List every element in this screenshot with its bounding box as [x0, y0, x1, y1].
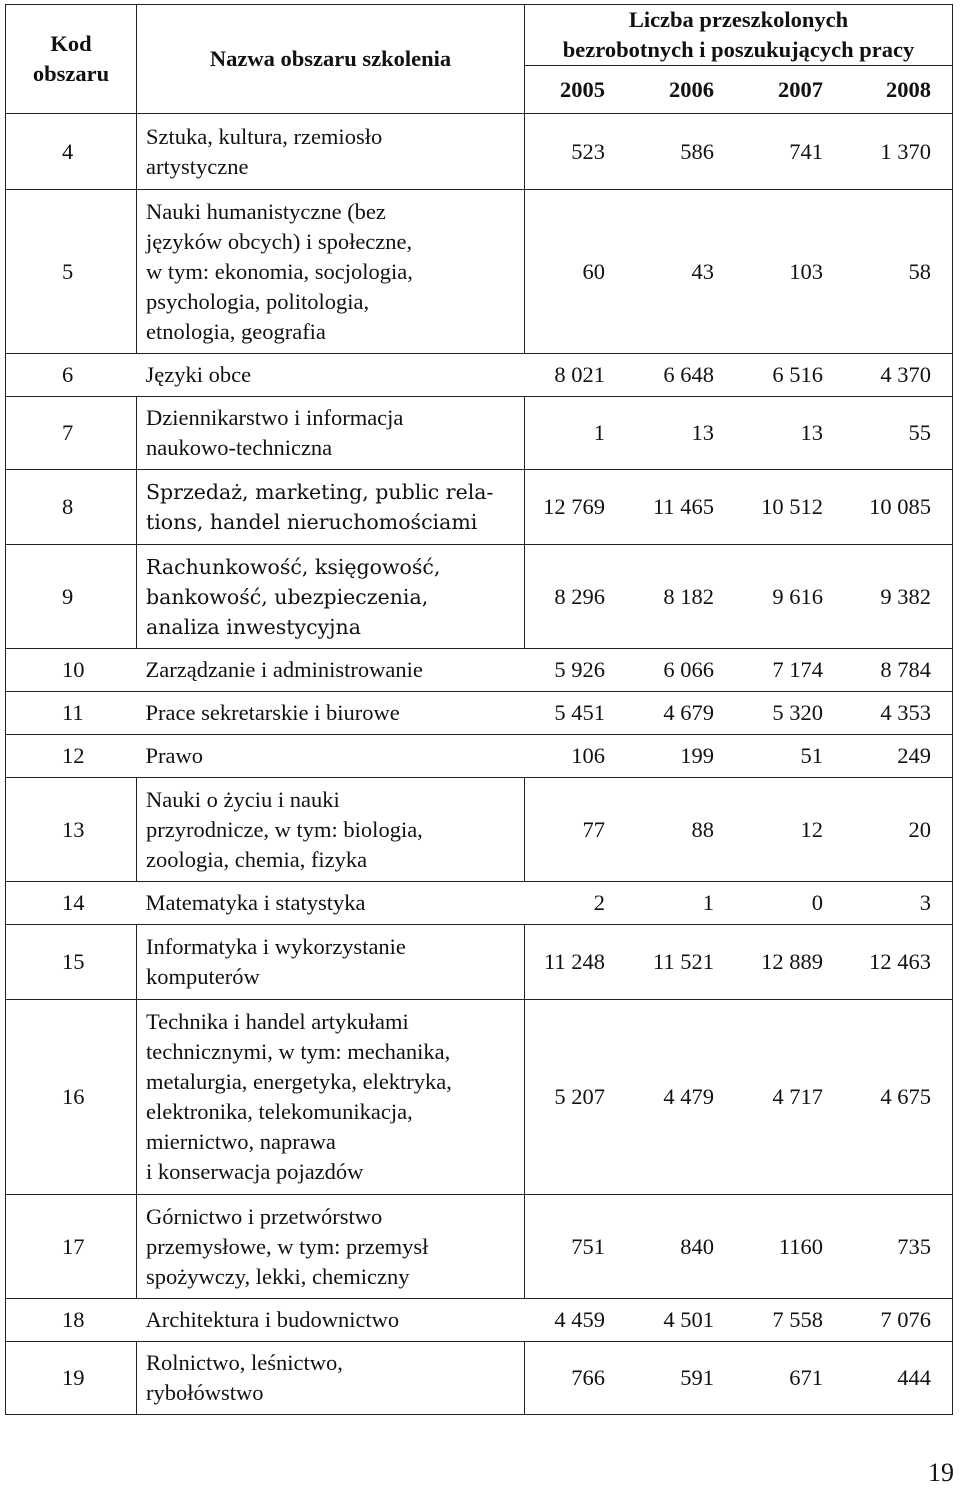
year-header: 2007	[778, 76, 823, 102]
value-2008: 20	[908, 816, 931, 842]
table-row	[6, 778, 953, 882]
area-values	[525, 354, 953, 397]
count-column-header: Liczba przeszkolonych bezrobotnych i poszukujących pracy	[525, 5, 953, 66]
area-code: 11	[6, 692, 137, 735]
value-2007: 10 512	[761, 494, 823, 519]
value-2006: 88	[691, 816, 714, 842]
value-2005: 60	[582, 258, 605, 284]
area-code: 4	[6, 114, 137, 190]
value-2005: 766	[571, 1365, 605, 1390]
value-2007: 9 616	[772, 583, 823, 609]
area-code: 10	[6, 649, 137, 692]
area-name: Architektura i budownictwo	[137, 1299, 525, 1342]
area-values	[525, 1299, 953, 1342]
value-2006: 13	[691, 420, 714, 445]
area-values	[525, 778, 953, 882]
value-2006: 591	[680, 1365, 714, 1390]
area-code: 12	[6, 735, 137, 778]
value-2006: 8 182	[663, 583, 714, 609]
area-name: Dziennikarstwo i informacja naukowo-techniczna	[137, 397, 525, 470]
value-2005: 5 926	[554, 657, 605, 682]
value-2005: 8 296	[554, 583, 605, 609]
table-row	[6, 545, 953, 649]
area-values	[525, 692, 953, 735]
value-2007: 7 558	[772, 1307, 823, 1332]
value-2007: 741	[789, 138, 823, 164]
value-2008: 58	[908, 258, 931, 284]
value-2006: 4 679	[663, 700, 714, 725]
value-2006: 4 479	[663, 1084, 714, 1109]
value-2006: 43	[691, 258, 714, 284]
value-2007: 12 889	[761, 949, 823, 974]
area-values	[525, 649, 953, 692]
area-name: Prace sekretarskie i biurowe	[137, 692, 525, 735]
area-code: 8	[6, 470, 137, 545]
area-name: Nauki humanistyczne (bez języków obcych) i społeczne, w tym: ekonomia, socjologia, psychologia, politologia, etnologia, geografia	[137, 190, 525, 354]
table-row	[6, 1342, 953, 1415]
area-code: 5	[6, 190, 137, 354]
name-column-header: Nazwa obszaru szkolenia	[137, 5, 525, 114]
table-body	[6, 114, 953, 1415]
value-2007: 5 320	[772, 700, 823, 725]
table-row	[6, 354, 953, 397]
value-2005: 4 459	[554, 1307, 605, 1332]
value-2008: 735	[897, 1233, 931, 1259]
value-2006: 199	[680, 743, 714, 768]
area-name: Rachunkowość, księgowość, bankowość, ubezpieczenia, analiza inwestycyjna	[137, 545, 525, 649]
value-2007: 13	[800, 420, 823, 445]
value-2005: 106	[571, 743, 605, 768]
area-name: Sztuka, kultura, rzemiosło artystyczne	[137, 114, 525, 190]
year-header: 2006	[669, 76, 714, 102]
value-2006: 6 648	[663, 362, 714, 387]
area-values	[525, 735, 953, 778]
year-header-row	[525, 66, 953, 114]
area-code: 18	[6, 1299, 137, 1342]
area-values	[525, 545, 953, 649]
area-code: 7	[6, 397, 137, 470]
area-code: 6	[6, 354, 137, 397]
area-name: Języki obce	[137, 354, 525, 397]
value-2008: 4 370	[880, 362, 931, 387]
code-column-header: Kod obszaru	[6, 5, 137, 114]
value-2005: 2	[593, 890, 605, 915]
area-name: Nauki o życiu i nauki przyrodnicze, w tym: biologia, zoologia, chemia, fizyka	[137, 778, 525, 882]
value-2007: 671	[789, 1365, 823, 1390]
area-name: Zarządzanie i administrowanie	[137, 649, 525, 692]
area-code: 9	[6, 545, 137, 649]
value-2008: 8 784	[880, 657, 931, 682]
value-2007: 103	[789, 258, 823, 284]
value-2005: 751	[571, 1233, 605, 1259]
value-2006: 6 066	[663, 657, 714, 682]
page-number: 19	[928, 1458, 954, 1487]
area-code: 19	[6, 1342, 137, 1415]
value-2005: 77	[582, 816, 605, 842]
area-values	[525, 190, 953, 354]
table-row	[6, 1000, 953, 1195]
value-2008: 10 085	[869, 494, 931, 519]
value-2006: 4 501	[663, 1307, 714, 1332]
area-values	[525, 925, 953, 1000]
value-2008: 55	[908, 420, 931, 445]
area-name: Technika i handel artykułami technicznymi, w tym: mechanika, metalurgia, energetyka, elektryka, elektronika, telekomunikacja, miernictwo, naprawa i konserwacja pojazdów	[137, 1000, 525, 1195]
area-name: Górnictwo i przetwórstwo przemysłowe, w tym: przemysł spożywczy, lekki, chemiczny	[137, 1195, 525, 1299]
table-row	[6, 190, 953, 354]
value-2007: 51	[800, 743, 823, 768]
table-row	[6, 397, 953, 470]
value-2007: 6 516	[772, 362, 823, 387]
value-2008: 444	[897, 1365, 931, 1390]
value-2005: 1	[593, 420, 605, 445]
table-row	[6, 114, 953, 190]
table-row	[6, 735, 953, 778]
value-2007: 12	[800, 816, 823, 842]
table-row	[6, 1195, 953, 1299]
table-row	[6, 882, 953, 925]
area-values	[525, 1342, 953, 1415]
area-code: 15	[6, 925, 137, 1000]
table-row	[6, 692, 953, 735]
value-2008: 12 463	[869, 949, 931, 974]
area-values	[525, 470, 953, 545]
year-header: 2005	[560, 76, 605, 102]
area-name: Prawo	[137, 735, 525, 778]
value-2006: 840	[680, 1233, 714, 1259]
value-2008: 249	[897, 743, 931, 768]
area-code: 16	[6, 1000, 137, 1195]
value-2007: 4 717	[772, 1084, 823, 1109]
value-2007: 7 174	[772, 657, 823, 682]
area-name: Sprzedaż, marketing, public rela- tions, handel nieruchomościami	[137, 470, 525, 545]
table-row	[6, 649, 953, 692]
table-row	[6, 470, 953, 545]
table-row	[6, 925, 953, 1000]
value-2006: 11 521	[652, 949, 714, 974]
value-2007: 0	[811, 890, 823, 915]
area-values	[525, 1195, 953, 1299]
area-values	[525, 1000, 953, 1195]
value-2006: 1	[702, 890, 714, 915]
area-code: 13	[6, 778, 137, 882]
value-2005: 5 207	[554, 1084, 605, 1109]
value-2006: 586	[680, 138, 714, 164]
area-values	[525, 882, 953, 925]
value-2005: 523	[571, 138, 605, 164]
area-name: Informatyka i wykorzystanie komputerów	[137, 925, 525, 1000]
value-2008: 9 382	[880, 583, 931, 609]
value-2007: 1160	[778, 1233, 823, 1259]
area-code: 14	[6, 882, 137, 925]
value-2006: 11 465	[652, 494, 714, 519]
area-code: 17	[6, 1195, 137, 1299]
table-row	[6, 1299, 953, 1342]
value-2008: 1 370	[880, 138, 931, 164]
table-header	[6, 5, 953, 114]
value-2008: 3	[919, 890, 931, 915]
area-values	[525, 397, 953, 470]
value-2005: 5 451	[554, 700, 605, 725]
value-2008: 4 353	[880, 700, 931, 725]
value-2008: 4 675	[880, 1084, 931, 1109]
value-2008: 7 076	[880, 1307, 931, 1332]
area-name: Matematyka i statystyka	[137, 882, 525, 925]
value-2005: 8 021	[554, 362, 605, 387]
value-2005: 12 769	[543, 494, 605, 519]
training-areas-table	[5, 4, 953, 1415]
area-values	[525, 114, 953, 190]
year-header: 2008	[886, 76, 931, 102]
value-2005: 11 248	[543, 949, 605, 974]
area-name: Rolnictwo, leśnictwo, rybołówstwo	[137, 1342, 525, 1415]
